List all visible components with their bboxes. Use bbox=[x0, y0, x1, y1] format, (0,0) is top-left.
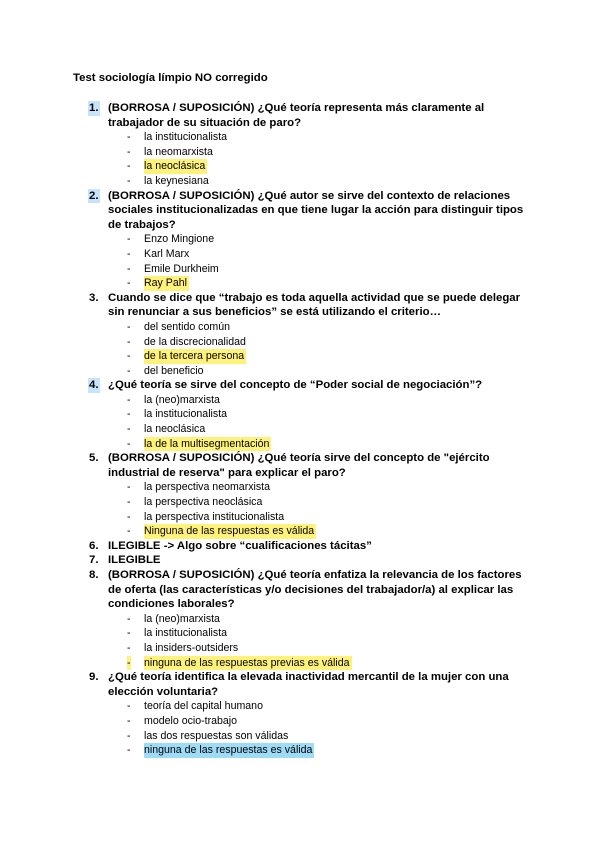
question-text: ¿Qué teoría identifica la elevada inactividad mercantil de la mujer con una elección voluntaria? bbox=[108, 671, 509, 698]
answer-option bbox=[0, 729, 600, 744]
answer-option bbox=[0, 364, 600, 379]
question-number: 6. bbox=[89, 539, 99, 552]
answer-option bbox=[0, 276, 600, 291]
answer-option bbox=[0, 407, 600, 422]
document-title: Test sociología límpio NO corregido bbox=[73, 72, 268, 84]
question-item bbox=[0, 101, 600, 189]
dash-bullet: - bbox=[127, 481, 131, 494]
answer-option bbox=[0, 495, 600, 510]
answer-option bbox=[0, 510, 600, 525]
question-list bbox=[0, 101, 600, 758]
dash-bullet: - bbox=[127, 364, 131, 377]
answer-text: teoría del capital humano bbox=[144, 700, 263, 713]
answer-text: la keynesiana bbox=[144, 174, 209, 187]
question-text: (BORROSA / SUPOSICIÓN) ¿Qué teoría representa más claramente al trabajador de su situación de paro? bbox=[108, 102, 485, 129]
question-number: 2. bbox=[89, 189, 99, 202]
answer-option bbox=[0, 743, 600, 758]
answer-text: la neomarxista bbox=[144, 145, 213, 158]
dash-bullet: - bbox=[127, 510, 131, 523]
answer-options bbox=[0, 232, 600, 290]
dash-bullet: - bbox=[127, 262, 131, 275]
dash-bullet: - bbox=[127, 320, 131, 333]
answer-option bbox=[0, 349, 600, 364]
answer-text: del sentido común bbox=[144, 320, 230, 333]
question-item bbox=[0, 553, 600, 568]
question-text: (BORROSA / SUPOSICIÓN) ¿Qué teoría enfatiza la relevancia de los factores de oferta (las características y/o decisiones del trabajador/a) al explicar las condiciones laborales? bbox=[108, 569, 522, 611]
highlighted-answer: ninguna de las respuestas previas es válida bbox=[144, 656, 350, 669]
question-item bbox=[0, 568, 600, 670]
answer-options bbox=[0, 612, 600, 670]
answer-options bbox=[0, 480, 600, 538]
dash-bullet: - bbox=[127, 247, 131, 260]
answer-option bbox=[0, 437, 600, 452]
dash-bullet: - bbox=[127, 131, 131, 144]
highlighted-answer: Ray Pahl bbox=[144, 277, 187, 290]
question-number: 3. bbox=[89, 291, 99, 304]
answer-option bbox=[0, 393, 600, 408]
answer-text: la insiders-outsiders bbox=[144, 641, 239, 654]
answer-option bbox=[0, 232, 600, 247]
dash-bullet: - bbox=[127, 408, 131, 421]
question-item bbox=[0, 291, 600, 379]
dash-bullet: - bbox=[127, 350, 131, 363]
answer-option bbox=[0, 480, 600, 495]
dash-bullet: - bbox=[127, 525, 131, 538]
dash-bullet: - bbox=[127, 335, 131, 348]
question-number: 1. bbox=[89, 102, 99, 114]
question-number: 4. bbox=[89, 379, 99, 392]
answer-text: Karl Marx bbox=[144, 247, 190, 260]
answer-options bbox=[0, 699, 600, 757]
answer-text: las dos respuestas son válidas bbox=[144, 729, 289, 742]
answer-option bbox=[0, 656, 600, 671]
question-item bbox=[0, 670, 600, 758]
answer-option bbox=[0, 641, 600, 656]
answer-option bbox=[0, 699, 600, 714]
dash-bullet: - bbox=[127, 700, 131, 713]
dash-bullet: - bbox=[127, 277, 131, 290]
highlighted-answer: de la tercera persona bbox=[144, 350, 245, 363]
answer-text: la institucionalista bbox=[144, 131, 228, 144]
answer-text: la perspectiva neomarxista bbox=[144, 481, 271, 494]
answer-option bbox=[0, 612, 600, 627]
highlighted-answer: la de la multisegmentación bbox=[144, 437, 270, 450]
answer-text: de la discrecionalidad bbox=[144, 335, 246, 348]
dash-bullet: - bbox=[127, 160, 131, 173]
question-text: (BORROSA / SUPOSICIÓN) ¿Qué teoría sirve del concepto de "ejército industrial de reserva" para explicar el paro? bbox=[108, 452, 490, 479]
answer-option bbox=[0, 262, 600, 277]
dash-bullet: - bbox=[127, 233, 131, 246]
answer-text: la (neo)marxista bbox=[144, 393, 220, 406]
answer-text: modelo ocio-trabajo bbox=[144, 714, 238, 727]
answer-option bbox=[0, 335, 600, 350]
question-text: Cuando se dice que “trabajo es toda aquella actividad que se puede delegar sin renunciar a sus beneficios” se está utilizando el criterio… bbox=[108, 291, 521, 319]
question-text: (BORROSA / SUPOSICIÓN) ¿Qué autor se sirve del contexto de relaciones sociales institucionalizadas en que tiene lugar la acción para distinguir tipos de trabajos? bbox=[108, 189, 524, 231]
question-text: ILEGIBLE -> Algo sobre “cualificaciones tácitas” bbox=[108, 539, 372, 552]
answer-option bbox=[0, 145, 600, 160]
answer-text: la institucionalista bbox=[144, 627, 228, 640]
answer-option bbox=[0, 320, 600, 335]
dash-bullet: - bbox=[127, 174, 131, 187]
answer-option bbox=[0, 714, 600, 729]
answer-text: del beneficio bbox=[144, 364, 204, 377]
answer-option bbox=[0, 247, 600, 262]
dash-bullet: - bbox=[127, 423, 131, 436]
highlighted-answer: Ninguna de las respuestas es válida bbox=[144, 525, 315, 538]
dash-bullet: - bbox=[127, 627, 131, 640]
answer-option bbox=[0, 524, 600, 539]
answer-text: Emile Durkheim bbox=[144, 262, 219, 275]
question-item bbox=[0, 378, 600, 451]
answer-text: Enzo Mingione bbox=[144, 233, 215, 246]
question-number: 8. bbox=[89, 569, 99, 581]
highlighted-answer: la neoclásica bbox=[144, 160, 206, 173]
answer-options bbox=[0, 393, 600, 451]
question-number: 5. bbox=[89, 452, 99, 465]
question-number: 9. bbox=[89, 671, 99, 684]
dash-bullet: - bbox=[127, 496, 131, 509]
answer-text: la institucionalista bbox=[144, 408, 228, 421]
dash-bullet: - bbox=[127, 729, 131, 742]
question-text: ILEGIBLE bbox=[108, 554, 161, 567]
question-item bbox=[0, 451, 600, 539]
question-text: ¿Qué teoría se sirve del concepto de “Poder social de negociación”? bbox=[108, 379, 483, 392]
question-item bbox=[0, 539, 600, 554]
answer-text: la perspectiva neoclásica bbox=[144, 496, 263, 509]
answer-text: la (neo)marxista bbox=[144, 612, 220, 625]
dash-bullet: - bbox=[127, 641, 131, 654]
highlighted-answer: ninguna de las respuestas es válida bbox=[144, 744, 313, 757]
answer-options bbox=[0, 130, 600, 188]
dash-bullet: - bbox=[127, 612, 131, 625]
answer-option bbox=[0, 626, 600, 641]
answer-option bbox=[0, 174, 600, 189]
dash-bullet: - bbox=[127, 744, 131, 757]
question-item bbox=[0, 189, 600, 291]
answer-options bbox=[0, 320, 600, 378]
answer-text: la neoclásica bbox=[144, 423, 206, 436]
dash-bullet: - bbox=[127, 656, 131, 669]
dash-bullet: - bbox=[127, 437, 131, 450]
dash-bullet: - bbox=[127, 393, 131, 406]
answer-option bbox=[0, 422, 600, 437]
answer-option bbox=[0, 159, 600, 174]
dash-bullet: - bbox=[127, 145, 131, 158]
question-number: 7. bbox=[89, 554, 99, 567]
answer-text: la perspectiva institucionalista bbox=[144, 510, 285, 523]
dash-bullet: - bbox=[127, 714, 131, 727]
answer-option bbox=[0, 130, 600, 145]
